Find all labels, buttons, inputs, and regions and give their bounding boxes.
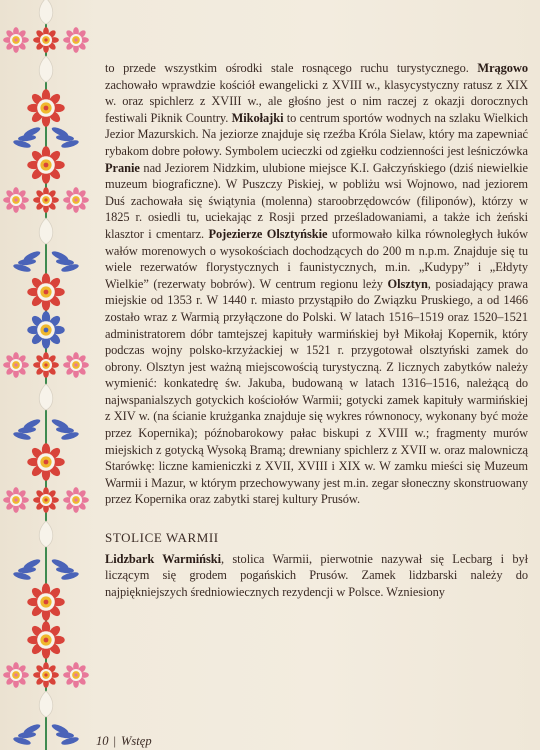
place-name-bold: Olsztyn xyxy=(387,276,428,291)
page-number: 10 xyxy=(96,734,109,748)
flower-dot xyxy=(14,363,17,366)
place-name-bold: Mikołajki xyxy=(231,110,284,125)
text-run: nad Jeziorem Nidzkim, ulubione miejsce K.I. Gałczyńskiego (dziś niewielkie muzeum biograficzne). W Puszczy Piskiej, w pobliżu wsi Wojnowo, nad jeziorem Duś zachowała się świątynia (molenna) staroobrzędowców (filiponów), którzy w 1825 r. osiedli tu, uciekając z Rosji przed prześladowaniami, a także ich żeński klasztor i cmentarz. xyxy=(105,160,528,241)
body-paragraph xyxy=(105,60,528,508)
white-tulip xyxy=(39,218,53,244)
flower-dot xyxy=(74,673,77,676)
flower-dot xyxy=(74,363,77,366)
flower-dot xyxy=(44,328,49,333)
text-run: , stolica Warmii, pierwotnie nazywał się Lecbarg i był liczącym się grodem pogańskich Prusów. Zamek lidzbarski należy do najpiękniejszych średniowiecznych rezydencji w Polsce. Wzniesiony xyxy=(105,551,529,599)
footer-separator: | xyxy=(113,734,117,748)
text-run: to przede wszystkim ośrodki stale rosnącego ruchu turystycznego. xyxy=(105,61,478,75)
folk-ornament-border xyxy=(0,0,92,750)
white-tulip xyxy=(39,384,53,410)
text-run: to centrum sportów wodnych na szlaku Wielkich Jezior Mazurskich. Na jeziorze znajduje się rzeźba Króla Sielaw, który ma zapewniać rybakom dobre połowy. Symbolem ucieczki od zgiełku codzienności jest leśniczówka xyxy=(105,110,528,158)
flower-dot xyxy=(44,600,49,605)
flower-dot xyxy=(74,498,77,501)
chapter-name: Wstęp xyxy=(121,734,152,748)
flower-dot xyxy=(44,163,49,168)
place-name-bold: Lidzbark Warmiński xyxy=(105,551,222,566)
text-run: zachowało wprawdzie kościół ewangelicki z XVIII w., klasycystyczny ratusz z XIX w. oraz spichlerz z XVIII w., ale głośno jest o nim raczej z okazji dorocznych festiwali Piknik Country. xyxy=(105,77,528,125)
body-paragraph xyxy=(105,551,528,601)
flower-dot xyxy=(74,38,77,41)
flower-dot xyxy=(44,363,47,366)
white-tulip xyxy=(39,0,53,24)
flower-dot xyxy=(44,638,49,643)
flower-dot xyxy=(44,498,47,501)
flower-dot xyxy=(44,38,47,41)
flower-dot xyxy=(14,673,17,676)
flower-dot xyxy=(14,38,17,41)
text-run: , posiadający prawa miejskie od 1353 r. W 1440 r. miasto przystąpiło do Związku Pruskiego, a od 1466 zostało wraz z Warmią przyłączone do Polski. W latach 1516–1519 oraz 1520–1521 administratorem dóbr tamtejszej kapituły warmińskiej był Mikołaj Kopernik, który podczas wojny polsko-krzyżackiej w 1521 r. przygotował olsztyński zamek do obrony. Olsztyn jest ważną miejscowością turystyczną. Z licznych zabytków należy wymienić: konkatedrę św. Jakuba, budowaną w latach 1316–1516, należącą do najwspanialszych gotyckich kościołów Warmii; gotycki zamek kapituły warmińskiej z XIV w. (na ścianie krużganka znajduje się wykres równonocy, wykonany być może przez Kopernika); późnobarokowy pałac biskupi z XVIII w.; fragmenty murów miejskich z gotycką Wysoką Bramą; drewniany spichlerz z XVII w. oraz malowniczą Starówkę: liczne kamieniczki z XVII, XVIII i XIX w. W zamku mieści się Muzeum Warmii i Mazur, w którym przechowywany jest m.in. zegar słoneczny skonstruowany przez Kopernika oraz zabytki starej kultury Prusów. xyxy=(105,276,528,507)
flower-dot xyxy=(14,498,17,501)
flower-dot xyxy=(44,460,49,465)
flower-dot xyxy=(44,106,49,111)
white-tulip xyxy=(39,521,53,547)
main-text-column xyxy=(105,60,528,600)
flower-dot xyxy=(44,290,49,295)
place-name-bold: Mrągowo xyxy=(477,61,528,75)
flower-dot xyxy=(44,673,47,676)
page-footer xyxy=(96,734,152,749)
flower-dot xyxy=(74,198,77,201)
white-tulip xyxy=(39,691,53,717)
place-name-bold: Pojezierze Olsztyńskie xyxy=(208,226,328,241)
place-name-bold: Pranie xyxy=(105,160,140,175)
section-heading: STOLICE WARMII xyxy=(105,530,219,546)
folk-flower-ornament-icon xyxy=(0,0,92,750)
text-run: uformowało kilka równoległych łuków wałów morenowych o wysokościach dochodzących do 200 m n.p.m. Znajduje się tu wiele rezerwatów florystycznych i faunistycznych, m.in. „Kudypy” i „Ełdyty Wielkie” (rezerwaty bobrów). W centrum regionu leży xyxy=(105,226,528,291)
flower-dot xyxy=(14,198,17,201)
white-tulip xyxy=(39,56,53,82)
flower-dot xyxy=(44,198,47,201)
